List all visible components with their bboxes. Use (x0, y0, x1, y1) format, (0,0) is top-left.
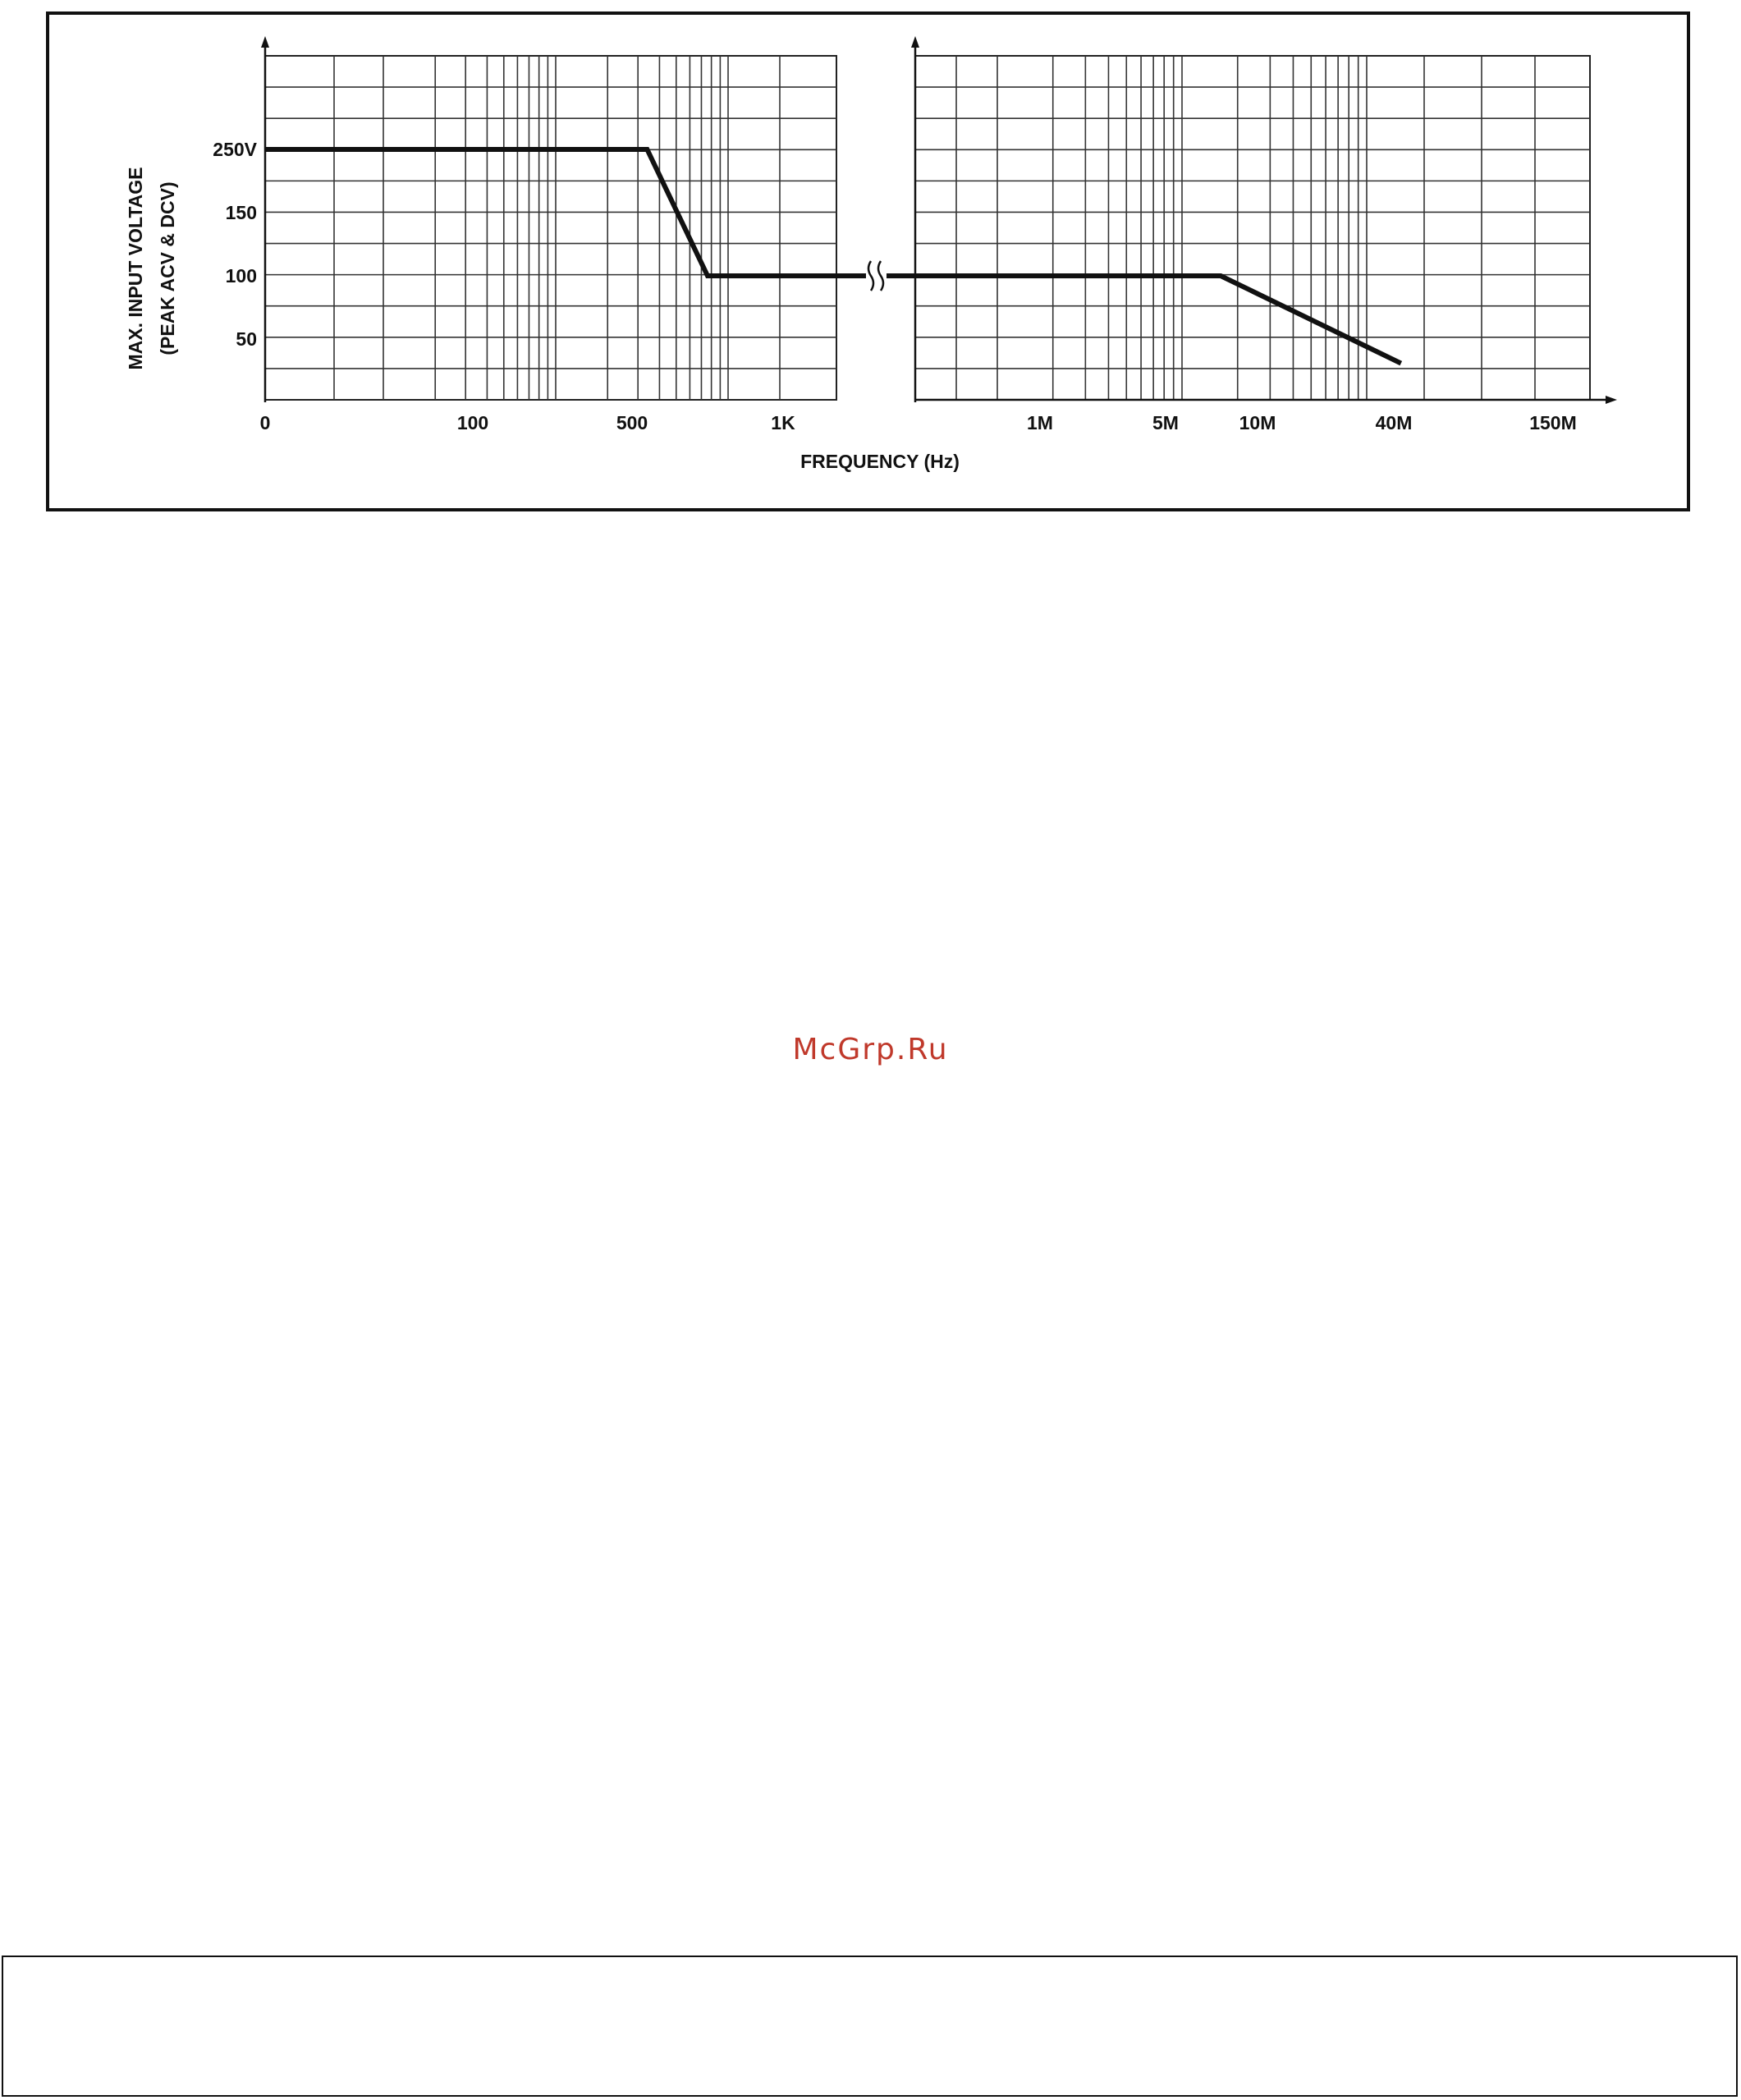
x-tick-label: 40M (1375, 412, 1413, 433)
tick-labels (213, 139, 1576, 433)
x-tick-label: 150M (1529, 412, 1577, 433)
x-tick-label: 10M (1239, 412, 1276, 433)
x-axis-label: FREQUENCY (Hz) (800, 451, 960, 472)
grid-right-panel (915, 56, 1590, 400)
y-tick-label: 50 (236, 328, 257, 350)
x-tick-label: 1K (771, 412, 795, 433)
x-tick-label: 1M (1027, 412, 1053, 433)
left-border (265, 56, 836, 400)
x-tick-label: 100 (456, 412, 489, 433)
y-axis-label-line2: (PEAK ACV & DCV) (157, 181, 178, 355)
y-axis-right-arrow (911, 36, 919, 48)
y-tick-label: 150 (225, 202, 257, 223)
x-tick-label: 500 (616, 412, 648, 433)
grid-left-panel (265, 56, 836, 400)
axes (261, 36, 1617, 404)
axis-break-mark (878, 261, 883, 291)
x-axis-arrow (1606, 396, 1617, 404)
right-border (915, 56, 1590, 400)
y-tick-label: 250V (213, 139, 257, 160)
y-axis-left-arrow (261, 36, 269, 48)
axis-break-mark (868, 261, 873, 291)
y-axis-label-line1: MAX. INPUT VOLTAGE (125, 167, 146, 370)
footer-box (2, 1956, 1738, 2097)
x-tick-label: 0 (259, 412, 271, 433)
watermark: McGrp.Ru (792, 1033, 949, 1066)
x-tick-label: 5M (1152, 412, 1179, 433)
y-tick-label: 100 (225, 265, 257, 287)
series-line-segment-high-freq (887, 276, 1401, 364)
